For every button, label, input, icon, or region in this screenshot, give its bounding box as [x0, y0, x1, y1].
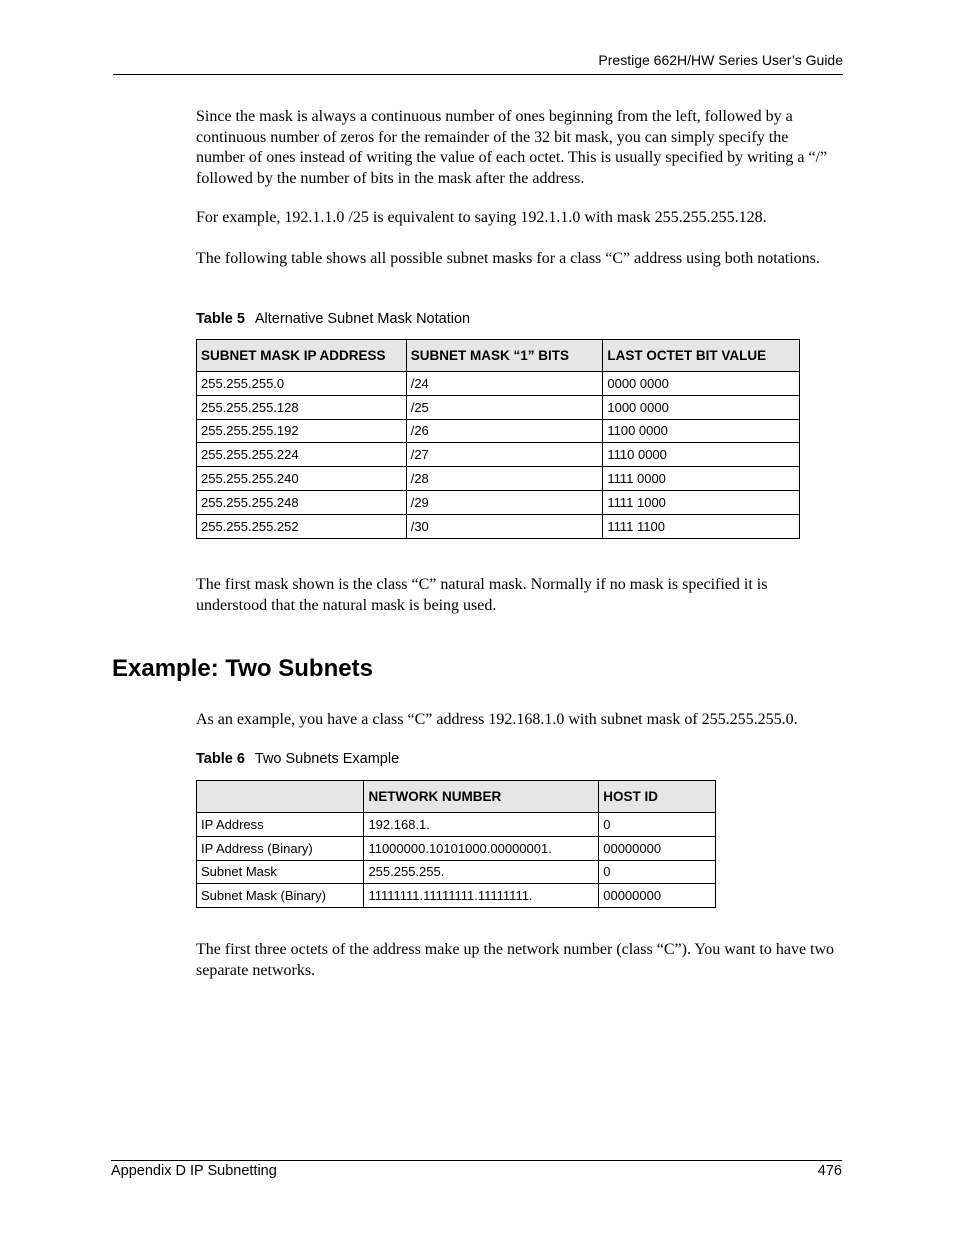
cell: /27: [406, 443, 603, 467]
col-header-bits: SUBNET MASK “1” BITS: [406, 340, 603, 372]
table-row: [197, 372, 800, 396]
footer-section: Appendix D IP Subnetting: [111, 1163, 277, 1179]
cell: Subnet Mask: [197, 860, 364, 884]
page-number: 476: [817, 1163, 842, 1179]
cell: 255.255.255.128: [197, 395, 407, 419]
col-header-blank: [197, 781, 364, 813]
subnet-mask-table: [196, 339, 800, 539]
cell: 11000000.10101000.00000001.: [364, 836, 599, 860]
cell: IP Address: [197, 813, 364, 837]
cell: 1111 1000: [603, 490, 800, 514]
table-row: [197, 490, 800, 514]
table5-label: Table 5: [196, 311, 245, 327]
col-header-ip: SUBNET MASK IP ADDRESS: [197, 340, 407, 372]
cell: 1111 1100: [603, 514, 800, 538]
table-header-row: [197, 340, 800, 372]
paragraph-table-intro: The following table shows all possible subnet masks for a class “C” address using both notations.: [196, 250, 820, 267]
cell: 255.255.255.: [364, 860, 599, 884]
guide-title: Prestige 662H/HW Series User’s Guide: [598, 52, 843, 68]
paragraph-two-subnets-intro: As an example, you have a class “C” address 192.168.1.0 with subnet mask of 255.255.255.0.: [196, 711, 798, 728]
cell: /25: [406, 395, 603, 419]
cell: 1111 0000: [603, 467, 800, 491]
cell: 00000000: [599, 836, 716, 860]
table-header-row: [197, 781, 716, 813]
paragraph-octets: The first three octets of the address make up the network number (class “C”). You want to have two separate networks.: [196, 941, 835, 979]
cell: 255.255.255.252: [197, 514, 407, 538]
col-header-host: HOST ID: [599, 781, 716, 813]
cell: /30: [406, 514, 603, 538]
cell: Subnet Mask (Binary): [197, 884, 364, 908]
cell: 0: [599, 813, 716, 837]
table-row: [197, 884, 716, 908]
cell: 255.255.255.248: [197, 490, 407, 514]
cell: 0: [599, 860, 716, 884]
table-row: [197, 813, 716, 837]
table5-caption: [196, 311, 470, 327]
cell: 1100 0000: [603, 419, 800, 443]
table6-label: Table 6: [196, 751, 245, 767]
cell: 255.255.255.224: [197, 443, 407, 467]
cell: 1110 0000: [603, 443, 800, 467]
table-row: [197, 395, 800, 419]
col-header-octet: LAST OCTET BIT VALUE: [603, 340, 800, 372]
cell: IP Address (Binary): [197, 836, 364, 860]
table-row: [197, 860, 716, 884]
table-row: [197, 514, 800, 538]
table-row: [197, 836, 716, 860]
cell: 00000000: [599, 884, 716, 908]
table-row: [197, 443, 800, 467]
paragraph-mask-notation: Since the mask is always a continuous number of ones beginning from the left, followed by a continuous number of zeros for the remainder of the 32 bit mask, you can simply specify the number of ones instead of writing the value of each octet. This is usually specified by writing a “/” followed by the number of bits in the mask after the address.: [196, 108, 828, 187]
cell: 1000 0000: [603, 395, 800, 419]
cell: 11111111.11111111.11111111.: [364, 884, 599, 908]
table6-title: Two Subnets Example: [254, 751, 400, 767]
cell: 0000 0000: [603, 372, 800, 396]
paragraph-natural-mask: The first mask shown is the class “C” natural mask. Normally if no mask is specified it is understood that the natural mask is being used.: [196, 576, 768, 614]
cell: /29: [406, 490, 603, 514]
table5-title: Alternative Subnet Mask Notation: [254, 311, 471, 327]
table-row: [197, 467, 800, 491]
col-header-network: NETWORK NUMBER: [364, 781, 599, 813]
page-header: [113, 50, 843, 75]
table-row: [197, 419, 800, 443]
cell: 255.255.255.240: [197, 467, 407, 491]
cell: /24: [406, 372, 603, 396]
section-heading: Example: Two Subnets: [112, 655, 373, 682]
two-subnets-table: [196, 780, 716, 908]
cell: /26: [406, 419, 603, 443]
cell: /28: [406, 467, 603, 491]
paragraph-example: For example, 192.1.1.0 /25 is equivalent to saying 192.1.1.0 with mask 255.255.255.128.: [196, 209, 767, 226]
page-footer: [111, 1160, 842, 1179]
cell: 255.255.255.192: [197, 419, 407, 443]
cell: 192.168.1.: [364, 813, 599, 837]
table6-caption: [196, 751, 399, 767]
cell: 255.255.255.0: [197, 372, 407, 396]
